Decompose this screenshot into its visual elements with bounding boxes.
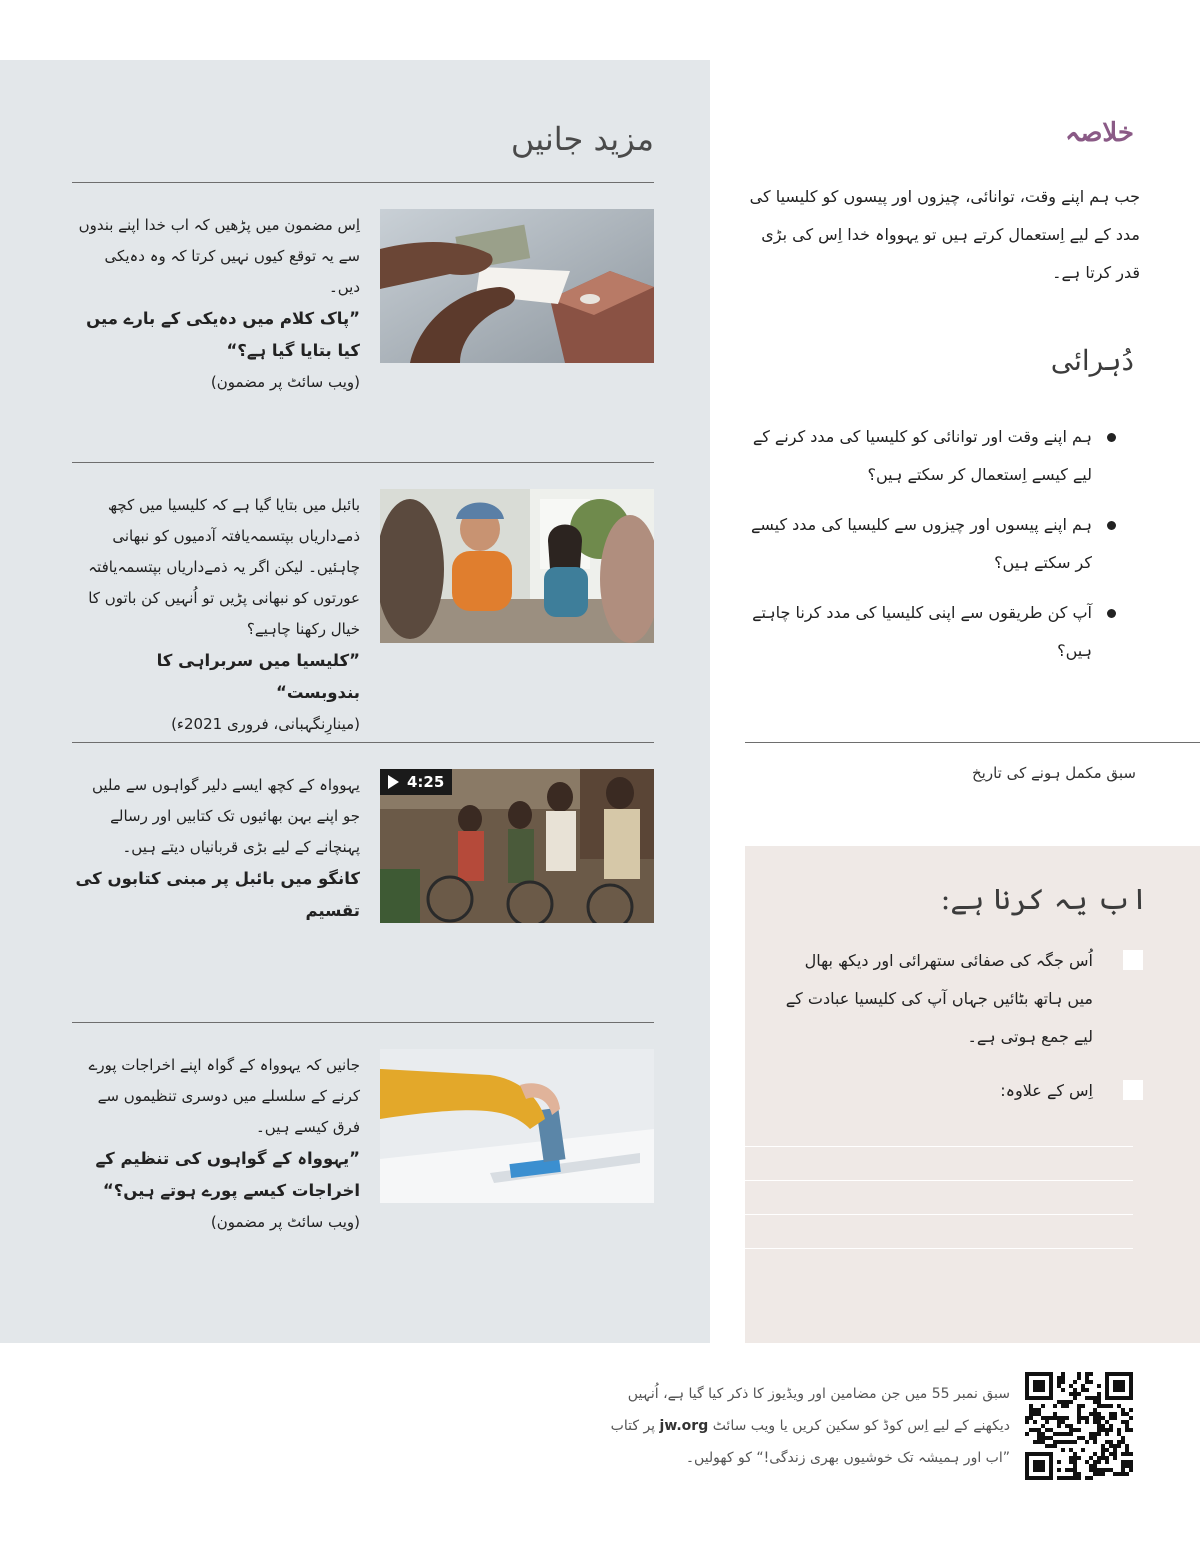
review-heading: دُہرائی <box>1050 344 1134 377</box>
more-item-3-text: یہوواہ کے کچھ ایسے دلیر گواہوں سے ملیں جو اپنے بہن بھائیوں تک کتابیں اور رسالے پہنچانے کے لیے بڑی قربانیاں دیتے ہیں۔ <box>91 776 360 856</box>
video-duration-badge[interactable] <box>380 769 452 795</box>
divider <box>72 462 654 463</box>
write-in-lines[interactable] <box>745 1146 1133 1282</box>
checkbox[interactable] <box>1123 950 1143 970</box>
todo-item-text: اُس جگہ کی صفائی ستھرائی اور دیکھ بھال میں ہاتھ بٹائیں جہاں آپ کی کلیسیا عبادت کے لیے جمع ہوتی ہے۔ <box>785 951 1093 1046</box>
site-link[interactable]: jw.org <box>659 1418 709 1434</box>
more-item-4-source: (ویب سائٹ پر مضمون) <box>210 1213 360 1231</box>
donation-envelope-image[interactable] <box>380 209 654 363</box>
completion-date-label: سبق مکمل ہونے کی تاریخ <box>971 764 1136 782</box>
footer-text-before: سبق نمبر 55 میں جن مضامین اور ویڈیوز کا ذکر کیا گیا ہے، اُنہیں دیکھنے کے لیے اِس کوڈ کو سکین کریں یا ویب سائٹ <box>627 1386 1010 1434</box>
todo-item-text: اِس کے علاوہ: <box>1000 1081 1093 1100</box>
bible-study-image[interactable] <box>380 489 654 643</box>
more-item-4[interactable] <box>72 1050 360 1238</box>
more-item-1-link[interactable]: ”پاک کلام میں دہ‌یکی کے بارے میں کیا بتایا گیا ہے؟“ <box>86 309 360 360</box>
review-question: آپ کن طریقوں سے اپنی کلیسیا کی مدد کرنا چاہتے ہیں؟ <box>748 594 1120 670</box>
todo-item <box>785 1072 1135 1110</box>
write-line[interactable] <box>745 1180 1133 1181</box>
write-line[interactable] <box>745 1214 1133 1215</box>
video-duration: 4:25 <box>407 773 445 791</box>
more-item-1-text: اِس مضمون میں پڑھیں کہ اب خدا اپنے بندوں سے یہ توقع کیوں نہیں کرتا کہ وہ دہ‌یکی دیں۔ <box>78 216 360 296</box>
donation-slot-image[interactable] <box>380 1049 654 1203</box>
write-line[interactable] <box>745 1146 1133 1147</box>
learn-more-title: مزید جانیں <box>510 120 654 158</box>
review-question: ہم اپنے پیسوں اور چیزوں سے کلیسیا کی مدد کیسے کر سکتے ہیں؟ <box>748 506 1120 582</box>
review-list <box>748 418 1120 682</box>
congo-video-thumbnail[interactable] <box>380 769 654 923</box>
qr-code-icon[interactable] <box>1025 1372 1133 1480</box>
more-item-1[interactable] <box>72 210 360 398</box>
more-item-2-link[interactable]: ”کلیسیا میں سربراہی کا بندوبست“ <box>156 651 360 702</box>
more-item-3[interactable] <box>72 770 360 927</box>
more-item-4-link[interactable]: ”یہوواہ کے گواہوں کی تنظیم کے اخراجات کیسے پورے ہوتے ہیں؟“ <box>95 1149 360 1200</box>
review-question: ہم اپنے وقت اور توانائی کو کلیسیا کی مدد کرنے کے لیے کیسے اِستعمال کر سکتے ہیں؟ <box>748 418 1120 494</box>
more-item-1-source: (ویب سائٹ پر مضمون) <box>210 373 360 391</box>
todo-item <box>785 942 1135 1056</box>
todo-heading: اب یہ کرنا ہے: <box>940 882 1148 916</box>
more-item-4-text: جانیں کہ یہوواہ کے گواہ اپنے اخراجات پورے کرنے کے سلسلے میں دوسری تنظیموں سے فرق کیسے ہیں۔ <box>88 1056 360 1136</box>
divider <box>72 742 654 743</box>
divider <box>72 1022 654 1023</box>
more-item-2-source: (مینارِنگہبانی، فروری 2021ء) <box>171 715 360 733</box>
todo-list <box>785 942 1135 1126</box>
more-item-2[interactable] <box>72 490 360 740</box>
play-icon[interactable] <box>388 775 399 789</box>
more-item-2-text: بائبل میں بتایا گیا ہے کہ کلیسیا میں کچھ ذمے‌داریاں بپتسمہ‌یافتہ آدمیوں کو نبھانی چاہئیں۔ لیکن اگر یہ ذمے‌داریاں بپتسمہ‌یافتہ عورتوں کو نبھانی پڑیں تو اُنہیں کن باتوں کا خیال رکھنا چاہیے؟ <box>88 496 360 638</box>
todo-panel <box>745 846 1200 1343</box>
summary-text: جب ہم اپنے وقت، توانائی، چیزوں اور پیسوں کو کلیسیا کی مدد کے لیے اِستعمال کرتے ہیں تو یہوواہ خدا اِس کی بڑی قدر کرتا ہے۔ <box>749 187 1140 282</box>
checkbox[interactable] <box>1123 1080 1143 1100</box>
more-item-3-link[interactable]: کانگو میں بائبل پر مبنی کتابوں کی تقسیم <box>75 869 360 920</box>
divider <box>72 182 654 183</box>
completion-date-line[interactable] <box>745 742 1200 743</box>
write-line[interactable] <box>745 1248 1133 1249</box>
footer-text-after: پر کتاب ”اب اور ہمیشہ تک خوشیوں بھری زندگی!“ کو کھولیں۔ <box>610 1418 1010 1466</box>
summary-heading: خلاصہ <box>1065 118 1134 148</box>
footer-instructions <box>596 1378 1010 1474</box>
